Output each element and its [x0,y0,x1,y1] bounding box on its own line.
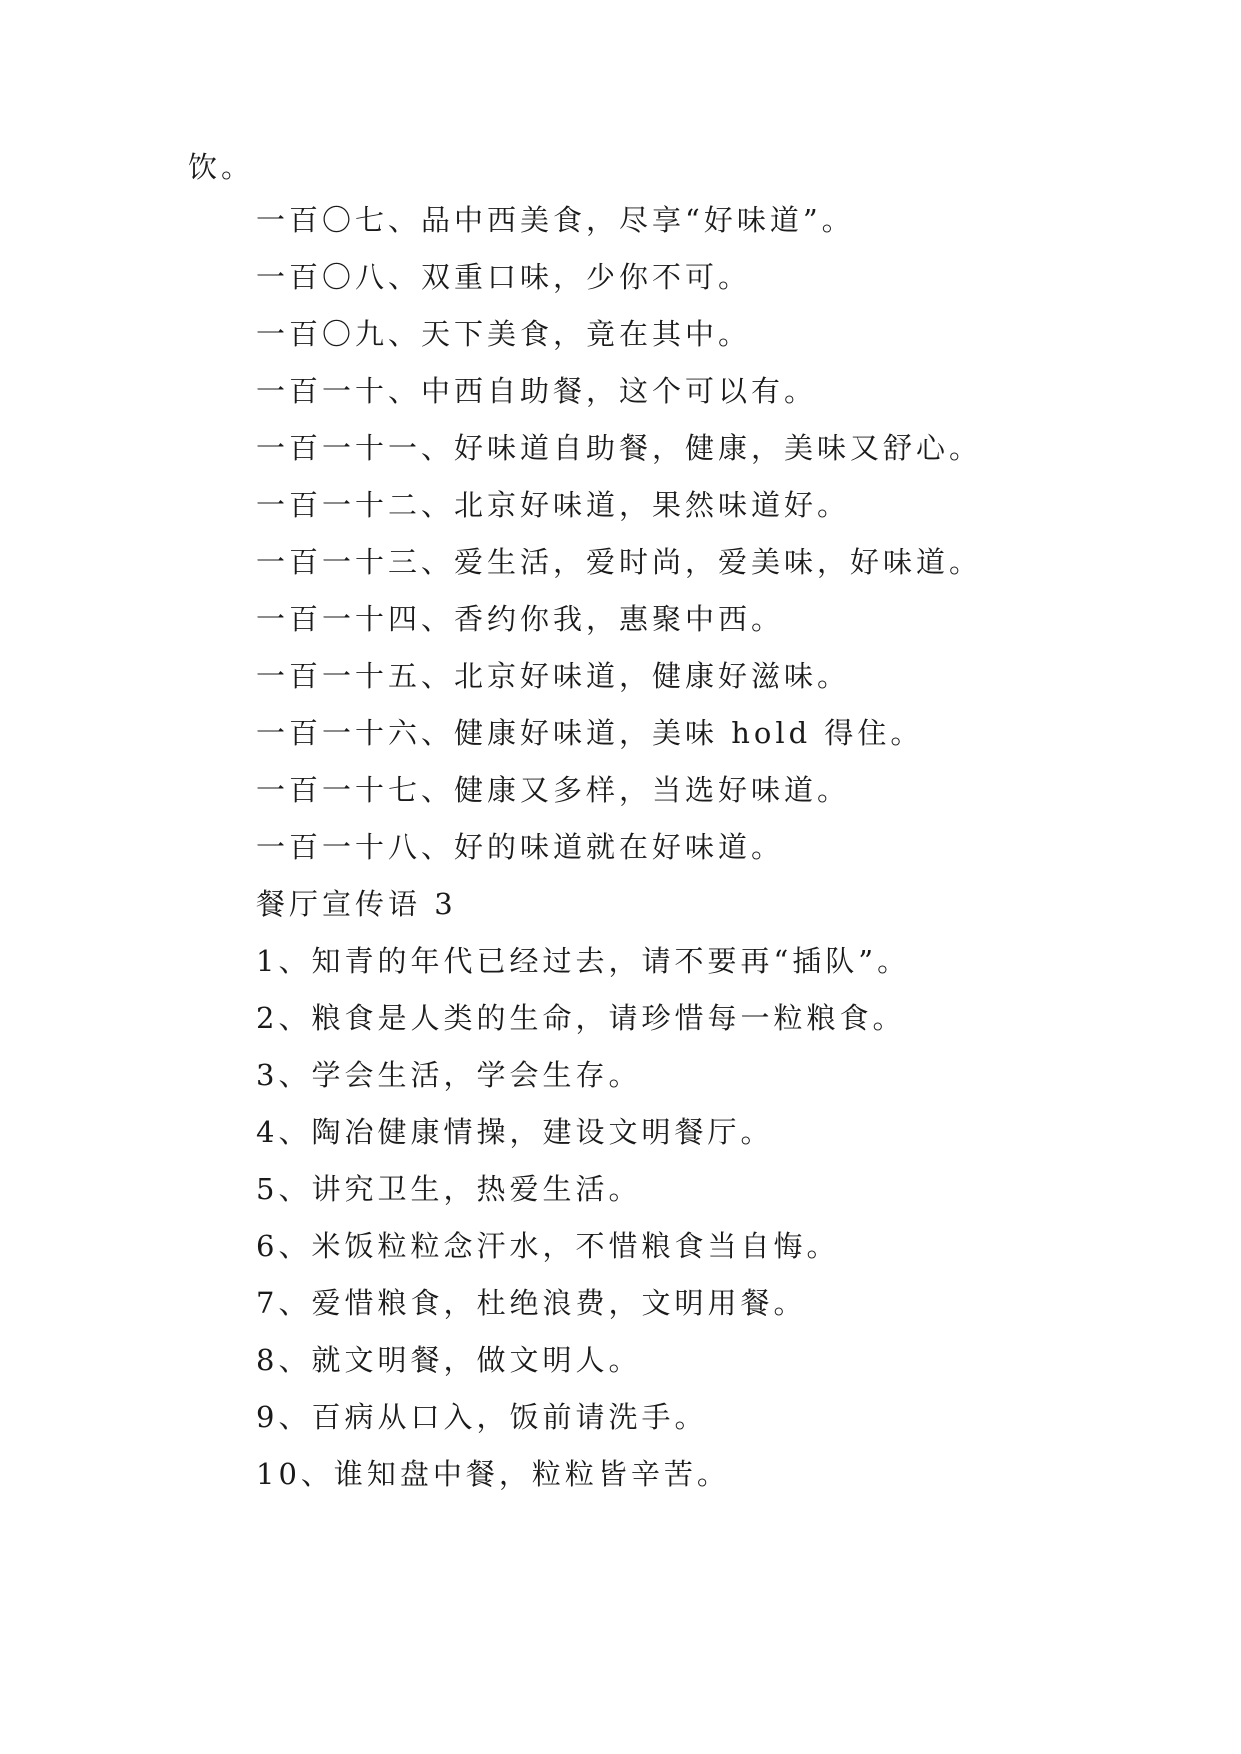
numbered-item: 7、爱惜粮食，杜绝浪费，文明用餐。 [256,1286,807,1320]
slogan-line: 一百一十六、健康好味道，美味 hold 得住。 [256,716,924,750]
numbered-item: 8、就文明餐，做文明人。 [256,1343,642,1377]
numbered-item: 5、讲究卫生，热爱生活。 [256,1172,642,1206]
numbered-item: 4、陶冶健康情操，建设文明餐厅。 [256,1115,774,1149]
slogan-line: 一百〇七、品中西美食，尽享“好味道”。 [256,203,855,237]
numbered-item: 9、百病从口入，饭前请洗手。 [256,1400,708,1434]
numbered-item: 3、学会生活，学会生存。 [256,1058,642,1092]
slogan-line: 一百〇九、天下美食，竟在其中。 [256,317,752,351]
slogan-line: 一百一十二、北京好味道，果然味道好。 [256,488,851,522]
section-heading: 餐厅宣传语 3 [256,887,457,921]
slogan-line: 一百一十七、健康又多样，当选好味道。 [256,773,851,807]
slogan-line: 一百〇八、双重口味，少你不可。 [256,260,752,294]
numbered-item: 6、米饭粒粒念汗水，不惜粮食当自悔。 [256,1229,840,1263]
numbered-item: 10、谁知盘中餐，粒粒皆辛苦。 [256,1457,730,1491]
slogan-line: 一百一十四、香约你我，惠聚中西。 [256,602,785,636]
slogan-line: 一百一十三、爱生活，爱时尚，爱美味，好味道。 [256,545,983,579]
slogan-line: 一百一十五、北京好味道，健康好滋味。 [256,659,851,693]
numbered-item: 2、粮食是人类的生命，请珍惜每一粒粮食。 [256,1001,906,1035]
numbered-item: 1、知青的年代已经过去，请不要再“插队”。 [256,944,911,978]
text-line: 饮。 [188,150,255,184]
slogan-line: 一百一十一、好味道自助餐，健康，美味又舒心。 [256,431,983,465]
slogan-line: 一百一十八、好的味道就在好味道。 [256,830,785,864]
slogan-line: 一百一十、中西自助餐，这个可以有。 [256,374,818,408]
